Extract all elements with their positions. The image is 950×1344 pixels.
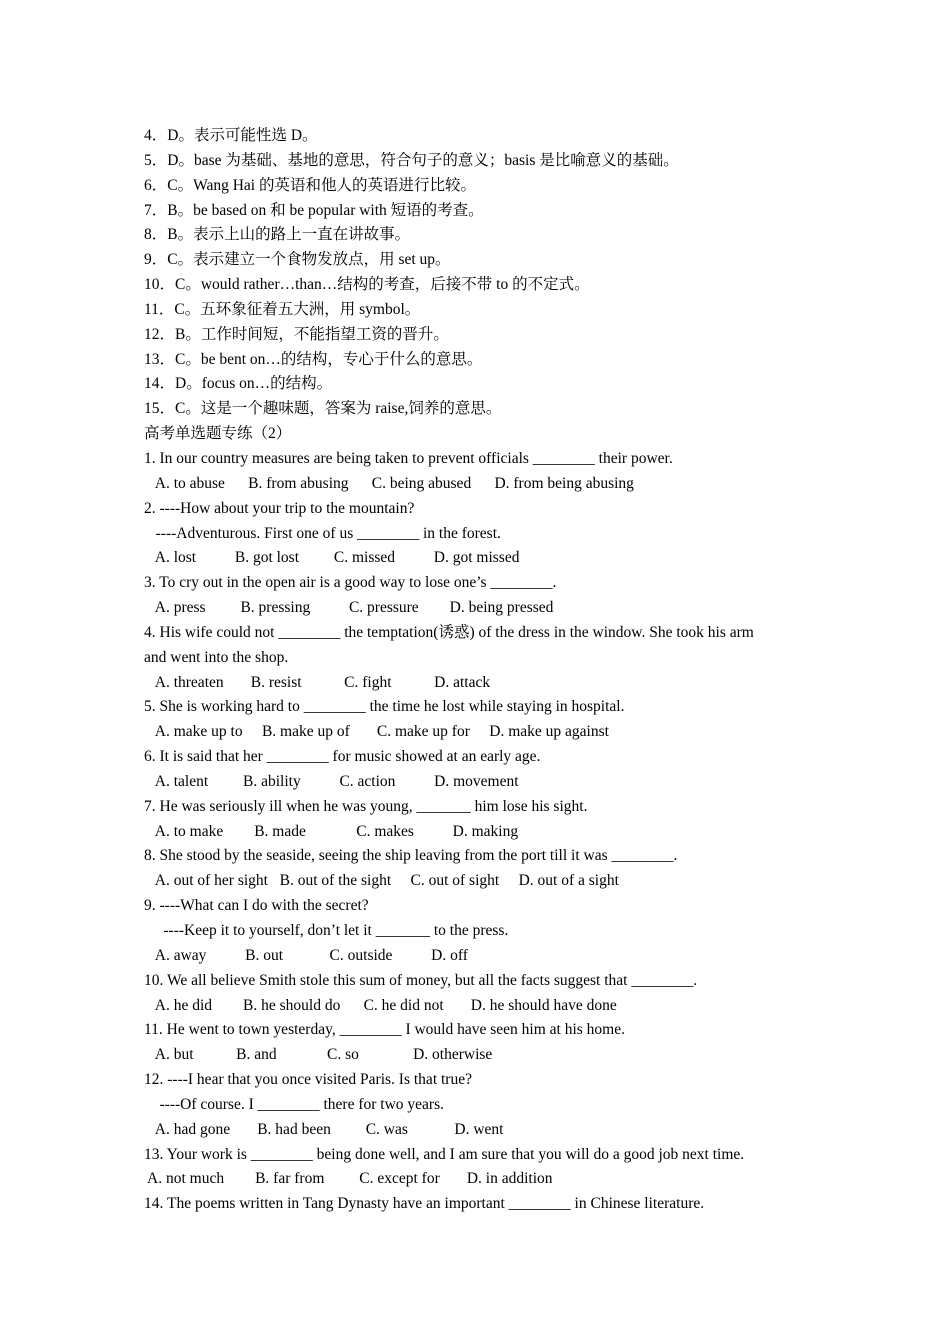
- answer-line: 13．C。be bent on…的结构，专心于什么的意思。: [144, 350, 483, 368]
- question-options: A. had gone B. had been C. was D. went: [144, 1120, 504, 1138]
- answer-line: 11．C。五环象征着五大洲，用 symbol。: [144, 300, 421, 318]
- question-stem: 9. ----What can I do with the secret?: [144, 897, 369, 915]
- question-options: A. out of her sight B. out of the sight C. out of sight D. out of a sight: [144, 872, 619, 890]
- question-options: A. to abuse B. from abusing C. being abused D. from being abusing: [144, 474, 634, 492]
- question-stem: 6. It is said that her ________ for music showed at an early age.: [144, 748, 541, 766]
- section-title: 高考单选题专练（2）: [144, 425, 292, 443]
- question-options: A. to make B. made C. makes D. making: [144, 822, 519, 840]
- question-options: A. but B. and C. so D. otherwise: [144, 1046, 493, 1064]
- answer-line: 15．C。这是一个趣味题，答案为 raise,饲养的意思。: [144, 400, 502, 418]
- answer-line: 4．D。表示可能性选 D。: [144, 127, 318, 144]
- answer-line: 7．B。be based on 和 be popular with 短语的考查。: [144, 201, 484, 219]
- question-stem-cont: ----Adventurous. First one of us ________ in the forest.: [144, 524, 501, 542]
- question-stem-cont: ----Of course. I ________ there for two years.: [144, 1095, 444, 1113]
- document-content: [144, 124, 824, 1217]
- question-stem-cont: ----Keep it to yourself, don’t let it _______ to the press.: [144, 922, 509, 939]
- question-stem: 12. ----I hear that you once visited Paris. Is that true?: [144, 1071, 472, 1089]
- answer-line: 12．B。工作时间短，不能指望工资的晋升。: [144, 325, 449, 343]
- question-options: A. lost B. got lost C. missed D. got missed: [144, 549, 520, 567]
- question-options: A. make up to B. make up of C. make up for D. make up against: [144, 723, 609, 741]
- question-stem: 1. In our country measures are being taken to prevent officials ________ their power.: [144, 449, 673, 467]
- question-options: A. threaten B. resist C. fight D. attack: [144, 673, 491, 691]
- question-options: A. he did B. he should do C. he did not D. he should have done: [144, 996, 617, 1014]
- answer-line: 5．D。base 为基础、基地的意思，符合句子的意义；basis 是比喻意义的基础。: [144, 151, 679, 169]
- question-stem: 14. The poems written in Tang Dynasty have an important ________ in Chinese literature.: [144, 1195, 705, 1213]
- question-stem: 3. To cry out in the open air is a good way to lose one’s ________.: [144, 574, 557, 592]
- question-options: A. away B. out C. outside D. off: [144, 946, 468, 964]
- question-stem: 5. She is working hard to ________ the time he lost while staying in hospital.: [144, 698, 625, 716]
- question-stem: 7. He was seriously ill when he was young, _______ him lose his sight.: [144, 797, 588, 815]
- answer-line: 6．C。Wang Hai 的英语和他人的英语进行比较。: [144, 176, 476, 194]
- answer-line: 10．C。would rather…than…结构的考查，后接不带 to 的不定式。: [144, 276, 590, 294]
- question-stem: 13. Your work is ________ being done well, and I am sure that you will do a good job next time.: [144, 1145, 745, 1163]
- question-options: A. not much B. far from C. except for D. in addition: [144, 1170, 553, 1188]
- question-stem: 2. ----How about your trip to the mountain?: [144, 499, 415, 517]
- answer-line: 9．C。表示建立一个食物发放点，用 set up。: [144, 251, 451, 269]
- question-stem: 4. His wife could not ________ the temptation(诱惑) of the dress in the window. She took his arm: [144, 623, 754, 641]
- question-options: A. talent B. ability C. action D. movement: [144, 772, 519, 790]
- question-options: A. press B. pressing C. pressure D. being pressed: [144, 599, 554, 617]
- answer-line: 8．B。表示上山的路上一直在讲故事。: [144, 226, 411, 244]
- question-stem: 11. He went to town yesterday, ________ I would have seen him at his home.: [144, 1021, 625, 1039]
- question-stem: 10. We all believe Smith stole this sum of money, but all the facts suggest that ________.: [144, 971, 698, 989]
- question-stem: 8. She stood by the seaside, seeing the ship leaving from the port till it was ________.: [144, 847, 678, 865]
- answer-line: 14．D。focus on…的结构。: [144, 375, 333, 393]
- question-stem-cont: and went into the shop.: [144, 648, 289, 666]
